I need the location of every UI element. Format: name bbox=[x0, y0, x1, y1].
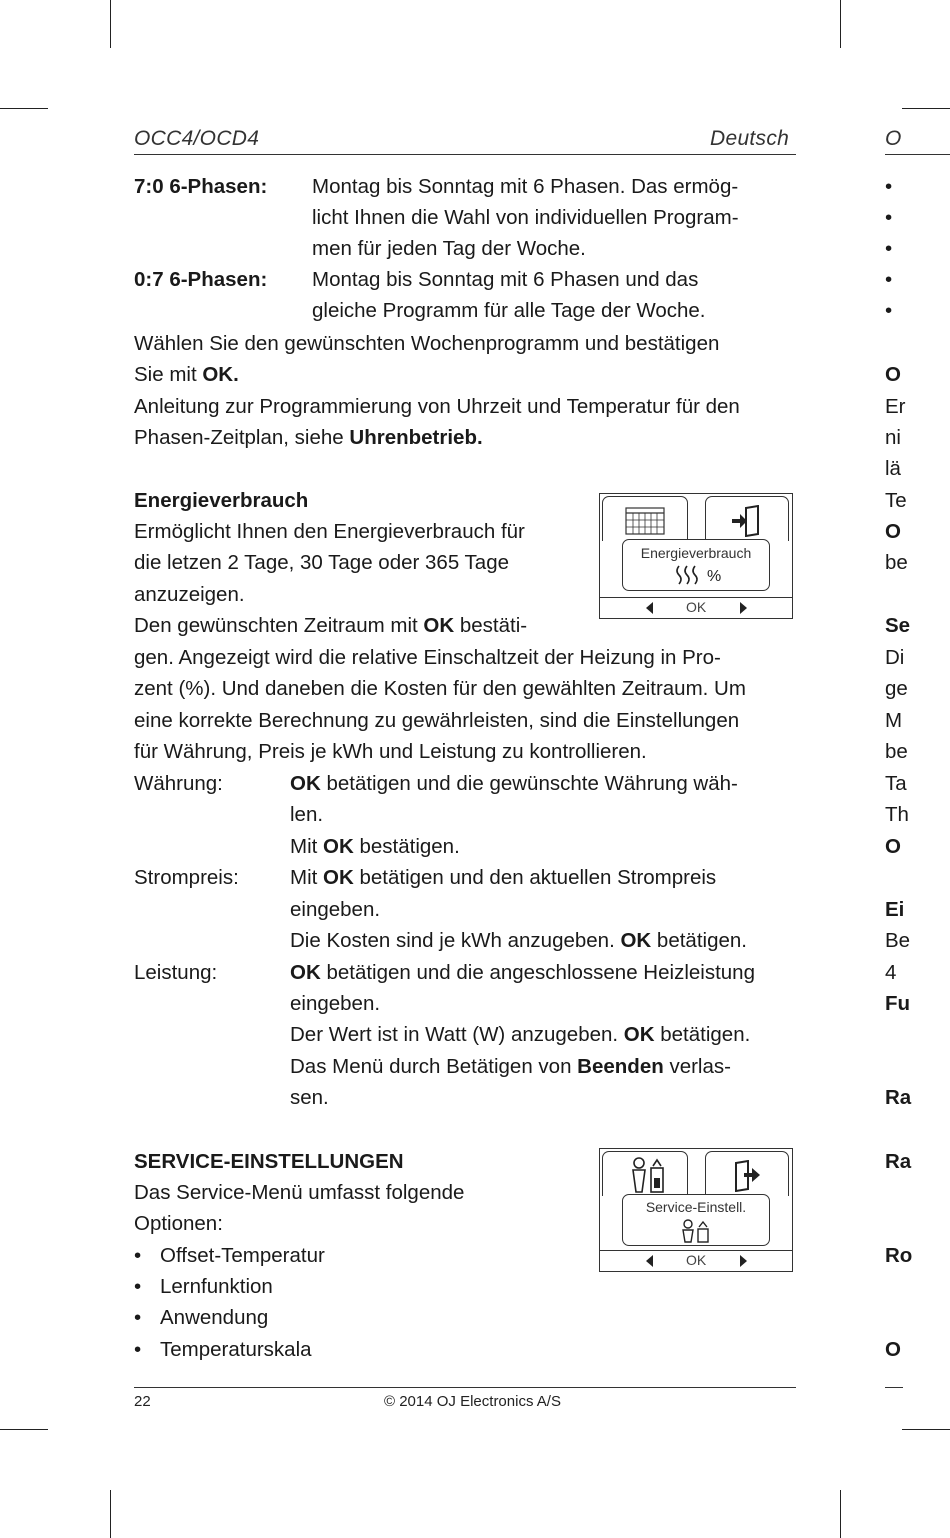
header-language: Deutsch bbox=[710, 127, 790, 150]
header-rule bbox=[134, 154, 796, 155]
service-technician-icon bbox=[681, 1219, 711, 1243]
setting-desc: sen. bbox=[290, 1086, 329, 1109]
list-item-text: Anwendung bbox=[160, 1306, 269, 1329]
screen-tab-service bbox=[602, 1151, 688, 1196]
next-page-bullet: • bbox=[885, 299, 893, 322]
next-page-footer-rule bbox=[885, 1387, 903, 1388]
next-page-fragment: O bbox=[885, 520, 901, 543]
next-page-fragment: Fu bbox=[885, 992, 911, 1015]
setting-desc: eingeben. bbox=[290, 992, 381, 1015]
next-page-bullet: • bbox=[885, 268, 893, 291]
setting-desc bbox=[290, 1051, 731, 1082]
list-item-text: Offset-Temperatur bbox=[160, 1244, 325, 1267]
screen-ok-label: OK bbox=[686, 599, 707, 615]
paragraph-line: anzuzeigen. bbox=[134, 583, 245, 606]
paragraph-line: die letzen 2 Tage, 30 Tage oder 365 Tage bbox=[134, 551, 510, 574]
bullet: • bbox=[134, 1306, 142, 1329]
paragraph-line: Optionen: bbox=[134, 1212, 223, 1235]
setting-desc: len. bbox=[290, 803, 324, 826]
screen-menu-panel bbox=[622, 539, 770, 591]
next-page-bullet: • bbox=[885, 206, 893, 229]
text: bestäti- bbox=[454, 614, 528, 637]
list-item bbox=[134, 1240, 325, 1271]
text: verlas- bbox=[663, 1055, 731, 1078]
paragraph-line: Ermöglicht Ihnen den Energieverbrauch für bbox=[134, 520, 525, 543]
header-title: OCC4/OCD4 bbox=[134, 127, 260, 150]
setting-desc: eingeben. bbox=[290, 898, 381, 921]
screen-tab-exit bbox=[705, 496, 789, 541]
next-page-fragment: ni bbox=[885, 426, 901, 449]
next-page-fragment: Ra bbox=[885, 1150, 912, 1173]
screen-label: Service-Einstell. bbox=[645, 1199, 747, 1215]
energy-screen-illustration bbox=[599, 493, 793, 619]
paragraph-line: gen. Angezeigt wird die relative Einschaltzeit der Heizung in Pro- bbox=[134, 646, 721, 669]
text-bold: OK bbox=[323, 866, 354, 889]
next-page-fragment: Er bbox=[885, 395, 906, 418]
crop-mark bbox=[840, 1490, 841, 1538]
next-page-fragment: Ro bbox=[885, 1244, 913, 1267]
next-page-fragment: 4 bbox=[885, 961, 897, 984]
phase-desc: men für jeden Tag der Woche. bbox=[312, 237, 586, 260]
setting-term: Leistung: bbox=[134, 961, 218, 984]
footer-rule bbox=[134, 1387, 796, 1388]
text-bold: OK bbox=[290, 772, 321, 795]
screen-ok-label: OK bbox=[686, 1252, 707, 1268]
text: Phasen-Zeitplan, siehe bbox=[134, 426, 350, 449]
list-item-text: Temperaturskala bbox=[160, 1338, 312, 1361]
setting-desc bbox=[290, 768, 738, 799]
screen-nav-bar bbox=[600, 597, 792, 618]
screen-tab-exit bbox=[705, 1151, 789, 1196]
next-page-fragment: O bbox=[885, 1338, 901, 1361]
phase-desc: Montag bis Sonntag mit 6 Phasen. Das ermög- bbox=[312, 175, 739, 198]
exit-door-icon bbox=[730, 1160, 764, 1192]
section-heading-energy: Energieverbrauch bbox=[134, 489, 309, 512]
crop-mark bbox=[840, 0, 841, 48]
text: betätigen und den aktuellen Strompreis bbox=[353, 866, 717, 889]
text-bold: OK. bbox=[202, 363, 239, 386]
next-page-fragment: Th bbox=[885, 803, 909, 826]
text: betätigen. bbox=[651, 929, 747, 952]
text: Sie mit bbox=[134, 363, 203, 386]
setting-term: Strompreis: bbox=[134, 866, 239, 889]
left-arrow-icon bbox=[646, 1255, 653, 1267]
setting-desc bbox=[290, 925, 747, 956]
exit-door-icon bbox=[730, 505, 764, 537]
bullet: • bbox=[134, 1244, 142, 1267]
text: Den gewünschten Zeitraum mit bbox=[134, 614, 424, 637]
next-page-fragment: be bbox=[885, 551, 908, 574]
screen-menu-panel bbox=[622, 1194, 770, 1246]
paragraph-line: zent (%). Und daneben die Kosten für den gewählten Zeitraum. Um bbox=[134, 677, 746, 700]
next-page-bullet: • bbox=[885, 175, 893, 198]
screen-tab-calendar bbox=[602, 496, 688, 541]
paragraph-line bbox=[134, 422, 483, 453]
left-arrow-icon bbox=[646, 602, 653, 614]
phase-term: 0:7 6-Phasen: bbox=[134, 268, 268, 291]
paragraph-line bbox=[134, 359, 239, 390]
next-page-fragment: Be bbox=[885, 929, 911, 952]
crop-mark bbox=[902, 1429, 950, 1430]
text-bold: Uhrenbetrieb. bbox=[349, 426, 483, 449]
screen-label: Energieverbrauch bbox=[640, 545, 752, 561]
text: betätigen und die gewünschte Währung wäh- bbox=[320, 772, 738, 795]
heating-waves-icon bbox=[675, 564, 705, 586]
page-number: 22 bbox=[134, 1393, 151, 1410]
next-page-header-fragment: O bbox=[885, 127, 902, 150]
setting-desc bbox=[290, 957, 755, 988]
text-bold: OK bbox=[623, 1023, 655, 1046]
percent-symbol: % bbox=[707, 568, 722, 585]
paragraph-line: für Währung, Preis je kWh und Leistung zu kontrollieren. bbox=[134, 740, 647, 763]
phase-desc: Montag bis Sonntag mit 6 Phasen und das bbox=[312, 268, 699, 291]
calendar-grid-icon bbox=[625, 507, 665, 535]
list-item bbox=[134, 1271, 273, 1302]
text: Mit bbox=[290, 835, 324, 858]
next-page-fragment: M bbox=[885, 709, 903, 732]
screen-nav-bar bbox=[600, 1250, 792, 1271]
section-heading-service: SERVICE-EINSTELLUNGEN bbox=[134, 1150, 404, 1173]
list-item-text: Lernfunktion bbox=[160, 1275, 273, 1298]
paragraph-line bbox=[134, 610, 527, 641]
text: Der Wert ist in Watt (W) anzugeben. bbox=[290, 1023, 624, 1046]
next-page-fragment: ge bbox=[885, 677, 908, 700]
setting-desc bbox=[290, 1019, 750, 1050]
right-arrow-icon bbox=[740, 1255, 747, 1267]
phase-term: 7:0 6-Phasen: bbox=[134, 175, 268, 198]
next-page-fragment: Ta bbox=[885, 772, 907, 795]
next-page-fragment: lä bbox=[885, 457, 901, 480]
text: Mit bbox=[290, 866, 324, 889]
text-bold: Beenden bbox=[577, 1055, 664, 1078]
text: Das Menü durch Betätigen von bbox=[290, 1055, 578, 1078]
setting-desc bbox=[290, 831, 460, 862]
paragraph-line: Das Service-Menü umfasst folgende bbox=[134, 1181, 465, 1204]
right-arrow-icon bbox=[740, 602, 747, 614]
paragraph-line: Wählen Sie den gewünschten Wochenprogramm und bestätigen bbox=[134, 332, 720, 355]
setting-desc bbox=[290, 862, 716, 893]
text: betätigen und die angeschlossene Heizleistung bbox=[320, 961, 755, 984]
text-bold: OK bbox=[323, 835, 354, 858]
crop-mark bbox=[110, 1490, 111, 1538]
crop-mark bbox=[110, 0, 111, 48]
crop-mark bbox=[0, 1429, 48, 1430]
next-page-fragment: Ra bbox=[885, 1086, 912, 1109]
next-page-fragment: Di bbox=[885, 646, 905, 669]
list-item bbox=[134, 1302, 268, 1333]
text-bold: OK bbox=[423, 614, 455, 637]
bullet: • bbox=[134, 1275, 142, 1298]
text-bold: OK bbox=[290, 961, 321, 984]
phase-desc: licht Ihnen die Wahl von individuellen Program- bbox=[312, 206, 739, 229]
next-page-header-rule bbox=[885, 154, 950, 155]
service-technician-icon bbox=[629, 1156, 665, 1194]
paragraph-line: Anleitung zur Programmierung von Uhrzeit und Temperatur für den bbox=[134, 395, 740, 418]
text: bestätigen. bbox=[353, 835, 460, 858]
setting-term: Währung: bbox=[134, 772, 223, 795]
text: betätigen. bbox=[654, 1023, 751, 1046]
list-item bbox=[134, 1334, 312, 1365]
copyright: © 2014 OJ Electronics A/S bbox=[384, 1393, 561, 1410]
next-page-fragment: Ei bbox=[885, 898, 905, 921]
phase-desc: gleiche Programm für alle Tage der Woche. bbox=[312, 299, 706, 322]
service-screen-illustration bbox=[599, 1148, 793, 1272]
next-page-fragment: O bbox=[885, 835, 901, 858]
next-page-fragment: Se bbox=[885, 614, 911, 637]
next-page-fragment: be bbox=[885, 740, 908, 763]
text-bold: OK bbox=[620, 929, 652, 952]
next-page-bullet: • bbox=[885, 237, 893, 260]
text: Die Kosten sind je kWh anzugeben. bbox=[290, 929, 621, 952]
paragraph-line: eine korrekte Berechnung zu gewährleisten, sind die Einstellungen bbox=[134, 709, 740, 732]
crop-mark bbox=[902, 108, 950, 109]
next-page-fragment: O bbox=[885, 363, 901, 386]
crop-mark bbox=[0, 108, 48, 109]
next-page-fragment: Te bbox=[885, 489, 907, 512]
bullet: • bbox=[134, 1338, 142, 1361]
